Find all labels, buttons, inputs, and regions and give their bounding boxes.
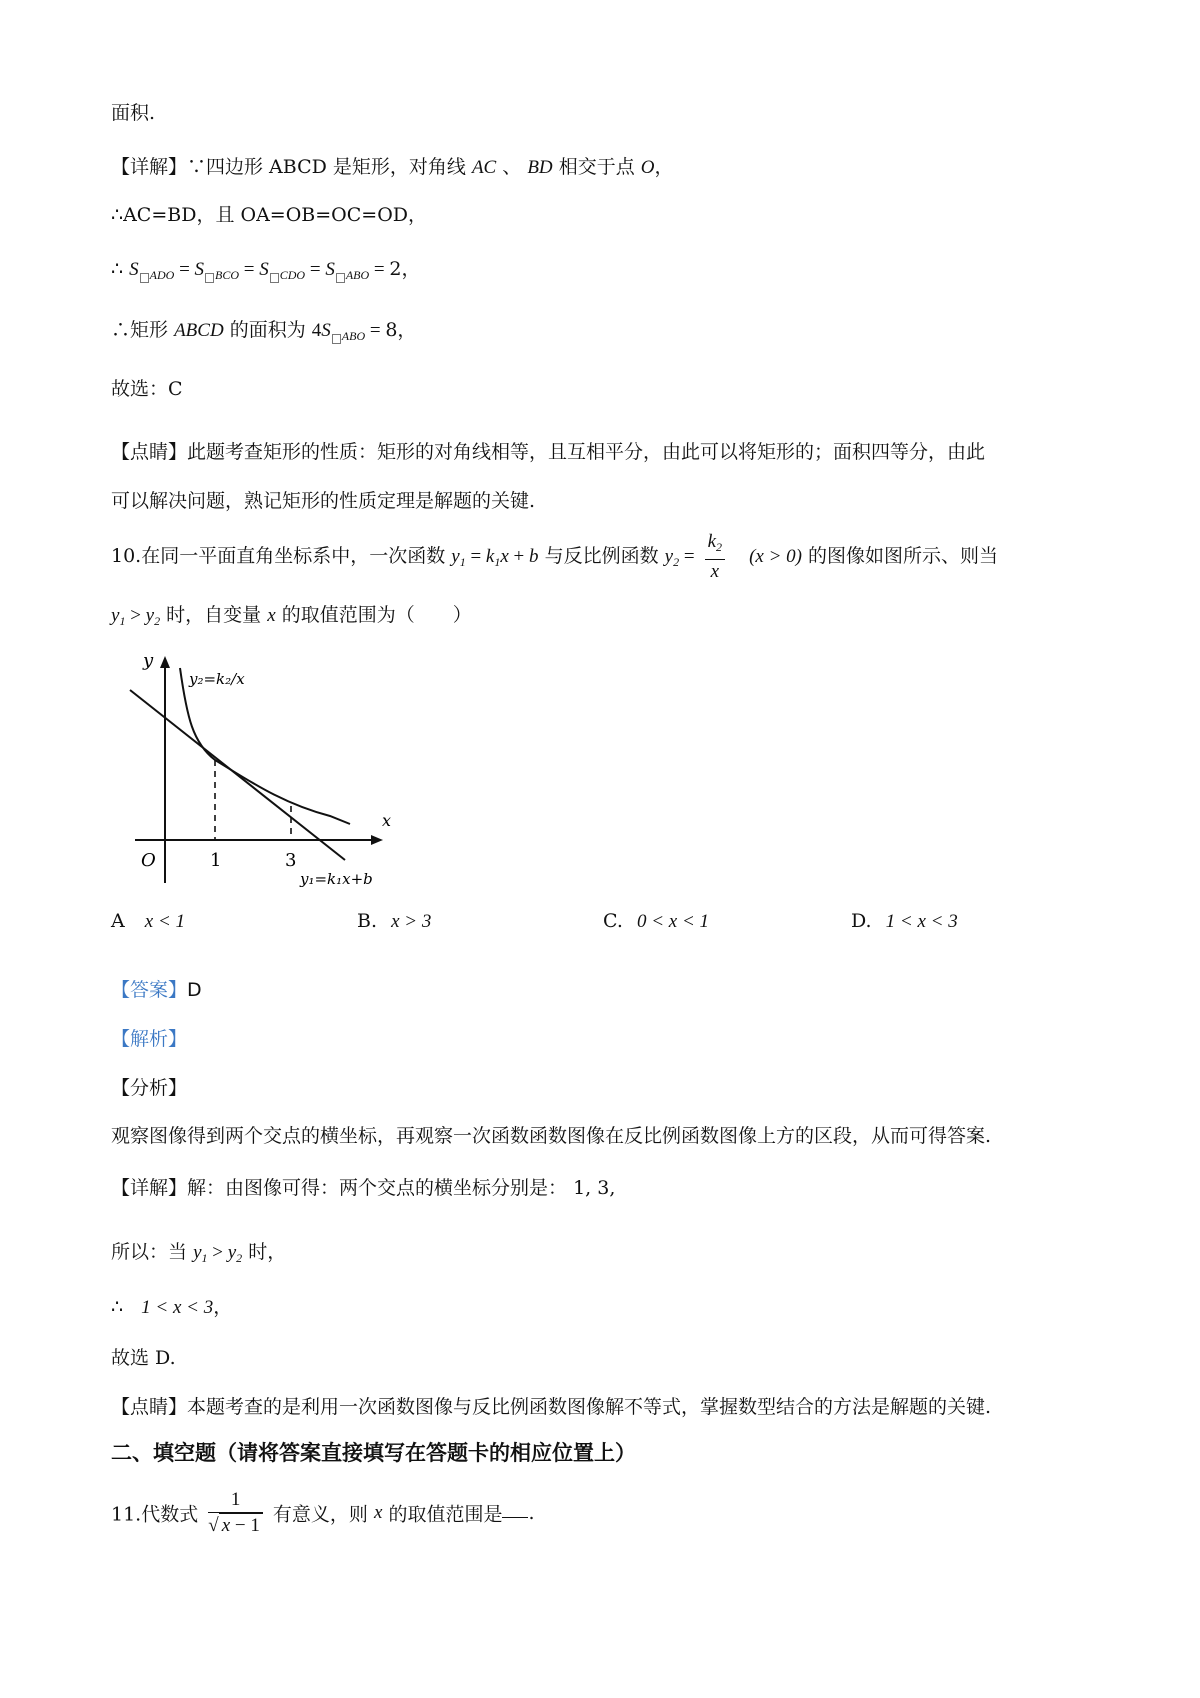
detail-answer-prefix: 【详解】解：由图像可得：两个交点的横坐标分别是：	[111, 1177, 568, 1199]
analysis-tag: 【解析】	[111, 1028, 188, 1050]
x-axis-label: x	[382, 811, 392, 830]
note-line-1: 【点睛】此题考查矩形的性质：矩形的对角线相等，且互相平分，由此可以将矩形的；面积四等分，由此	[111, 441, 986, 463]
detail-prefix: 【详解】∵四边形 ABCD 是矩形，对角线	[111, 156, 466, 178]
function-graph	[125, 648, 405, 890]
q10-line2-end: 的取值范围为（ ）	[281, 604, 472, 626]
linear-function-line	[130, 690, 345, 860]
math-ac: AC	[471, 157, 497, 178]
q11-mid: 有意义，则	[272, 1503, 368, 1526]
therefore-prefix: ∴	[111, 258, 124, 280]
area-equation: S $_{ADO}$ = S $_{BCO}$ = S $_{CDO}$ = S $_{ABO}$ =	[129, 259, 385, 282]
option-d-text: 1 < x < 3	[885, 911, 958, 932]
separator: 、	[502, 156, 522, 178]
option-c[interactable]	[603, 910, 709, 933]
option-b-label: B.	[357, 910, 378, 932]
so-suffix: 时，	[248, 1241, 287, 1263]
q11-denominator: √ x − 1	[208, 1513, 263, 1538]
option-a-text: x < 1	[144, 911, 186, 932]
so-prefix: 所以：当	[111, 1241, 188, 1263]
x-axis-arrow	[371, 835, 383, 845]
q10-prefix: 10.在同一平面直角坐标系中，一次函数	[111, 545, 446, 567]
q10-linear-func: $y_1 = k_1x + b$	[451, 546, 539, 569]
rect-area-line: ∴矩形 ABCD 的面积为 4S $_{ABO}$ = 8，	[111, 319, 417, 343]
math-bd: BD	[527, 157, 553, 178]
rect-area-expr: 4S $_{ABO}$ =	[311, 320, 381, 343]
answer-tag: 【答案】	[111, 979, 188, 1001]
q11-prefix: 11.代数式	[111, 1503, 199, 1526]
equal-diagonals-line: ∴AC=BD，且 OA=OB=OC=OD，	[111, 204, 428, 226]
q10-fraction: $\frac{k_2}{x}$	[705, 530, 725, 584]
math-o: O	[640, 157, 655, 178]
q10-var-x: x	[267, 605, 276, 626]
tick-label-3: 3	[285, 850, 297, 871]
option-a-label: A	[111, 910, 125, 932]
fenxi-text: 观察图像得到两个交点的横坐标，再观察一次函数函数图像在反比例函数图像上方的区段，从而可得答案.	[111, 1125, 992, 1147]
option-b[interactable]	[357, 910, 431, 933]
q10-inverse-func: $y_2$ =	[664, 546, 695, 569]
y-axis-label: y	[143, 650, 154, 671]
tick-label-1: 1	[210, 850, 222, 871]
detail-answer-line	[111, 1173, 615, 1200]
question-10-line-1	[111, 530, 998, 584]
q10-condition: (x > 0)	[749, 546, 802, 567]
answer-note: 【点睛】本题考查的是利用一次函数图像与反比例函数图像解不等式，掌握数型结合的方法是解题的关键.	[111, 1396, 992, 1418]
answer-line	[111, 975, 202, 1002]
q10-line2-suffix: 时，自变量	[166, 604, 262, 626]
detail-answer-values: 1, 3,	[573, 1177, 616, 1199]
math-abcd: ABCD	[174, 320, 224, 341]
text-line-area: 面积.	[111, 102, 156, 124]
answer-value: D	[187, 979, 202, 1001]
q11-end: .	[528, 1502, 535, 1524]
rect-prefix: ∴矩形	[111, 319, 169, 341]
therefore-range: 1 < x < 3	[141, 1297, 214, 1318]
therefore-line: ∴ 1 < x < 3，	[111, 1296, 233, 1318]
option-a[interactable]	[111, 910, 185, 933]
line-label: y₁=k₁x+b	[300, 870, 373, 888]
inverse-function-curve	[180, 668, 350, 824]
fenxi-tag: 【分析】	[111, 1077, 188, 1099]
detail-suffix: 相交于点	[558, 156, 635, 178]
rect-area-value: 8	[385, 319, 398, 341]
area-equal-line: ∴ S $_{ADO}$ = S $_{BCO}$ = S $_{CDO}$ = S $_{ABO}$ = 2，	[111, 258, 421, 282]
rect-mid: 的面积为	[229, 319, 306, 341]
option-d-label: D.	[851, 910, 872, 932]
option-b-text: x > 3	[391, 911, 432, 932]
detail-line: 【详解】∵四边形 ABCD 是矩形，对角线 AC 、 BD 相交于点 O，	[111, 156, 674, 178]
choose-c-line: 故选：C	[111, 378, 183, 400]
option-d[interactable]	[851, 910, 958, 933]
section-heading: 二、填空题（请将答案直接填写在答题卡的相应位置上）	[111, 1441, 636, 1465]
q11-blank[interactable]	[502, 1517, 528, 1518]
origin-label: O	[141, 850, 156, 871]
q11-suffix: 的取值范围是	[388, 1503, 503, 1526]
so-line	[111, 1237, 286, 1266]
y-axis-arrow	[160, 656, 170, 668]
question-10-line-2	[111, 600, 472, 629]
q10-mid: 与反比例函数	[544, 545, 659, 567]
q10-suffix: 的图像如图所示、则当	[808, 545, 999, 567]
therefore-symbol: ∴	[111, 1296, 124, 1318]
so-inequality: $y_1 > y_2$	[193, 1242, 243, 1265]
question-11	[111, 1488, 535, 1538]
q11-var-x: x	[373, 1502, 383, 1523]
option-c-label: C.	[603, 910, 623, 932]
option-c-text: 0 < x < 1	[636, 911, 710, 932]
curve-label: y₂=k₂/x	[189, 670, 245, 688]
q11-fraction	[208, 1488, 263, 1538]
choose-d-line: 故选 D.	[111, 1347, 176, 1369]
note-line-2: 可以解决问题，熟记矩形的性质定理是解题的关键.	[111, 490, 536, 512]
q10-inequality: $y_1 > y_2$	[111, 605, 161, 628]
area-value: 2	[389, 258, 402, 280]
q11-numerator: 1	[208, 1488, 263, 1513]
